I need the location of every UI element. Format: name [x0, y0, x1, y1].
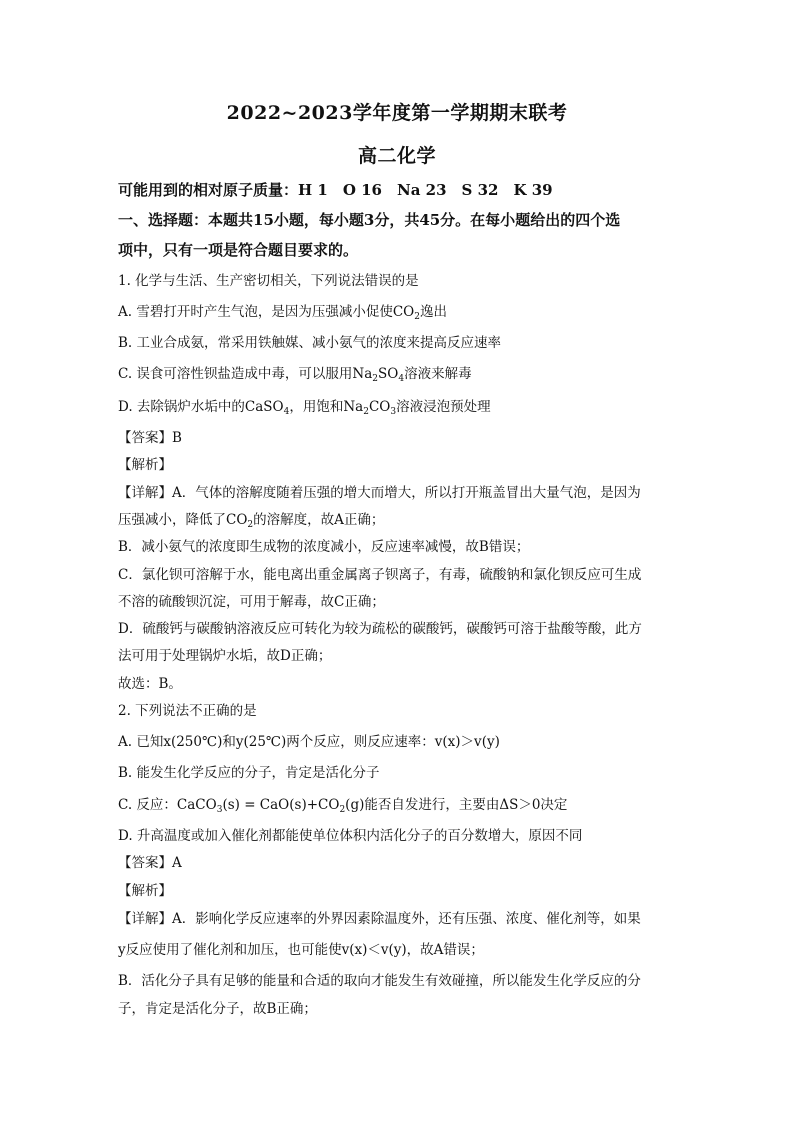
- q2-detail-2: y反应使用了催化剂和加压，也可能使v(x)＜v(y)，故A错误；: [118, 942, 484, 958]
- q2-option-c-sub1: 3: [216, 805, 223, 815]
- q1-conclusion: 故选：B。: [118, 676, 182, 692]
- q1-option-c-text: C. 误食可溶性钡盐造成中毒，可以服用Na: [118, 366, 373, 382]
- q1-option-d-sub1: 4: [283, 407, 290, 417]
- q2-option-c-text: C. 反应：CaCO: [118, 797, 217, 813]
- q2-detail-3: B．活化分子具有足够的能量和合适的取向才能发生有效碰撞，所以能发生化学反应的分: [118, 973, 641, 989]
- q1-option-d-sub3: 3: [390, 407, 397, 417]
- q1-option-b: B. 工业合成氨，常采用铁触媒、减小氨气的浓度来提高反应速率: [118, 335, 502, 351]
- q2-option-c: [118, 795, 698, 815]
- q1-option-a-text: A. 雪碧打开时产生气泡，是因为压强减小促使CO: [118, 304, 415, 320]
- exam-title: 2022~2023学年度第一学期期末联考: [226, 102, 568, 124]
- q2-answer: 【答案】A: [118, 855, 182, 871]
- section-instructions-line1: 一、选择题：本题共15小题，每小题3分，共45分。在每小题给出的四个选: [118, 211, 621, 229]
- q1-option-a-sub: 2: [414, 312, 420, 322]
- q1-detail-6: D．硫酸钙与碳酸钠溶液反应可转化为较为疏松的碳酸钙，碳酸钙可溶于盐酸等酸，此方: [118, 621, 642, 637]
- q1-option-a: [118, 302, 698, 322]
- q2-option-c-text-end: (g)能否自发进行，主要由ΔS＞0决定: [345, 797, 568, 813]
- q1-option-d-text-mid: ，用饱和Na: [289, 399, 364, 415]
- q2-option-a: A. 已知x(250℃)和y(25℃)两个反应，则反应速率：v(x)＞v(y): [118, 734, 500, 750]
- q1-detail-5: 不溶的硫酸钡沉淀，可用于解毒，故C正确；: [118, 594, 385, 610]
- q1-detail-1: 【详解】A．气体的溶解度随着压强的增大而增大，所以打开瓶盖冒出大量气泡，是因为: [118, 485, 641, 501]
- section-instructions-line2: 项中，只有一项是符合题目要求的。: [118, 241, 359, 259]
- q1-option-d-text-end: 溶液浸泡预处理: [396, 399, 491, 415]
- q2-analysis-label: 【解析】: [118, 883, 172, 899]
- q2-detail-1: 【详解】A．影响化学反应速率的外界因素除温度外，还有压强、浓度、催化剂等，如果: [118, 911, 641, 927]
- q1-option-c-sub1: 2: [372, 374, 379, 384]
- q1-option-a-text-end: 逸出: [419, 304, 447, 320]
- q2-option-c-sub2: 2: [339, 805, 346, 815]
- q1-detail-4: C．氯化钡可溶解于水，能电离出重金属离子钡离子，有毒，硫酸钠和氯化钡反应可生成: [118, 567, 642, 583]
- q2-option-c-text-mid: (s) = CaO(s)+CO: [222, 797, 340, 813]
- q1-detail-2: [118, 510, 698, 530]
- q1-detail-2-text: 压强减小，降低了CO: [118, 512, 248, 528]
- q2-option-d: D. 升高温度或加入催化剂都能使单位体积内活化分子的百分数增大，原因不同: [118, 828, 583, 844]
- q1-detail-2-text-end: 的溶解度，故A正确；: [253, 512, 385, 528]
- q1-option-c-sub2: 4: [398, 374, 405, 384]
- q1-option-d-sub2: 2: [363, 407, 369, 417]
- q1-analysis-label: 【解析】: [118, 457, 172, 473]
- q1-detail-2-sub: 2: [247, 520, 254, 530]
- q1-option-d-text-mid2: CO: [368, 399, 391, 415]
- q1-option-d: [118, 397, 698, 417]
- q1-option-c: [118, 364, 698, 384]
- q2-detail-4: 子，肯定是活化分子，故B正确；: [118, 1001, 317, 1017]
- q1-option-c-text-mid: SO: [378, 366, 399, 382]
- q1-detail-3: B．减小氨气的浓度即生成物的浓度减小，反应速率减慢，故B错误；: [118, 539, 530, 555]
- q1-option-d-text: D. 去除锅炉水垢中的CaSO: [118, 399, 284, 415]
- q2-stem: 2. 下列说法不正确的是: [118, 703, 257, 719]
- q2-option-b: B. 能发生化学反应的分子，肯定是活化分子: [118, 765, 380, 781]
- q1-detail-7: 法可用于处理锅炉水垢，故D正确；: [118, 648, 332, 664]
- q1-option-c-text-end: 溶液来解毒: [404, 366, 472, 382]
- q1-answer: 【答案】B: [118, 430, 182, 446]
- q1-stem: 1. 化学与生活、生产密切相关，下列说法错误的是: [118, 273, 419, 289]
- atomic-masses: 可能用到的相对原子质量：H 1 O 16 Na 23 S 32 K 39: [118, 181, 553, 199]
- exam-subject: 高二化学: [357, 145, 436, 167]
